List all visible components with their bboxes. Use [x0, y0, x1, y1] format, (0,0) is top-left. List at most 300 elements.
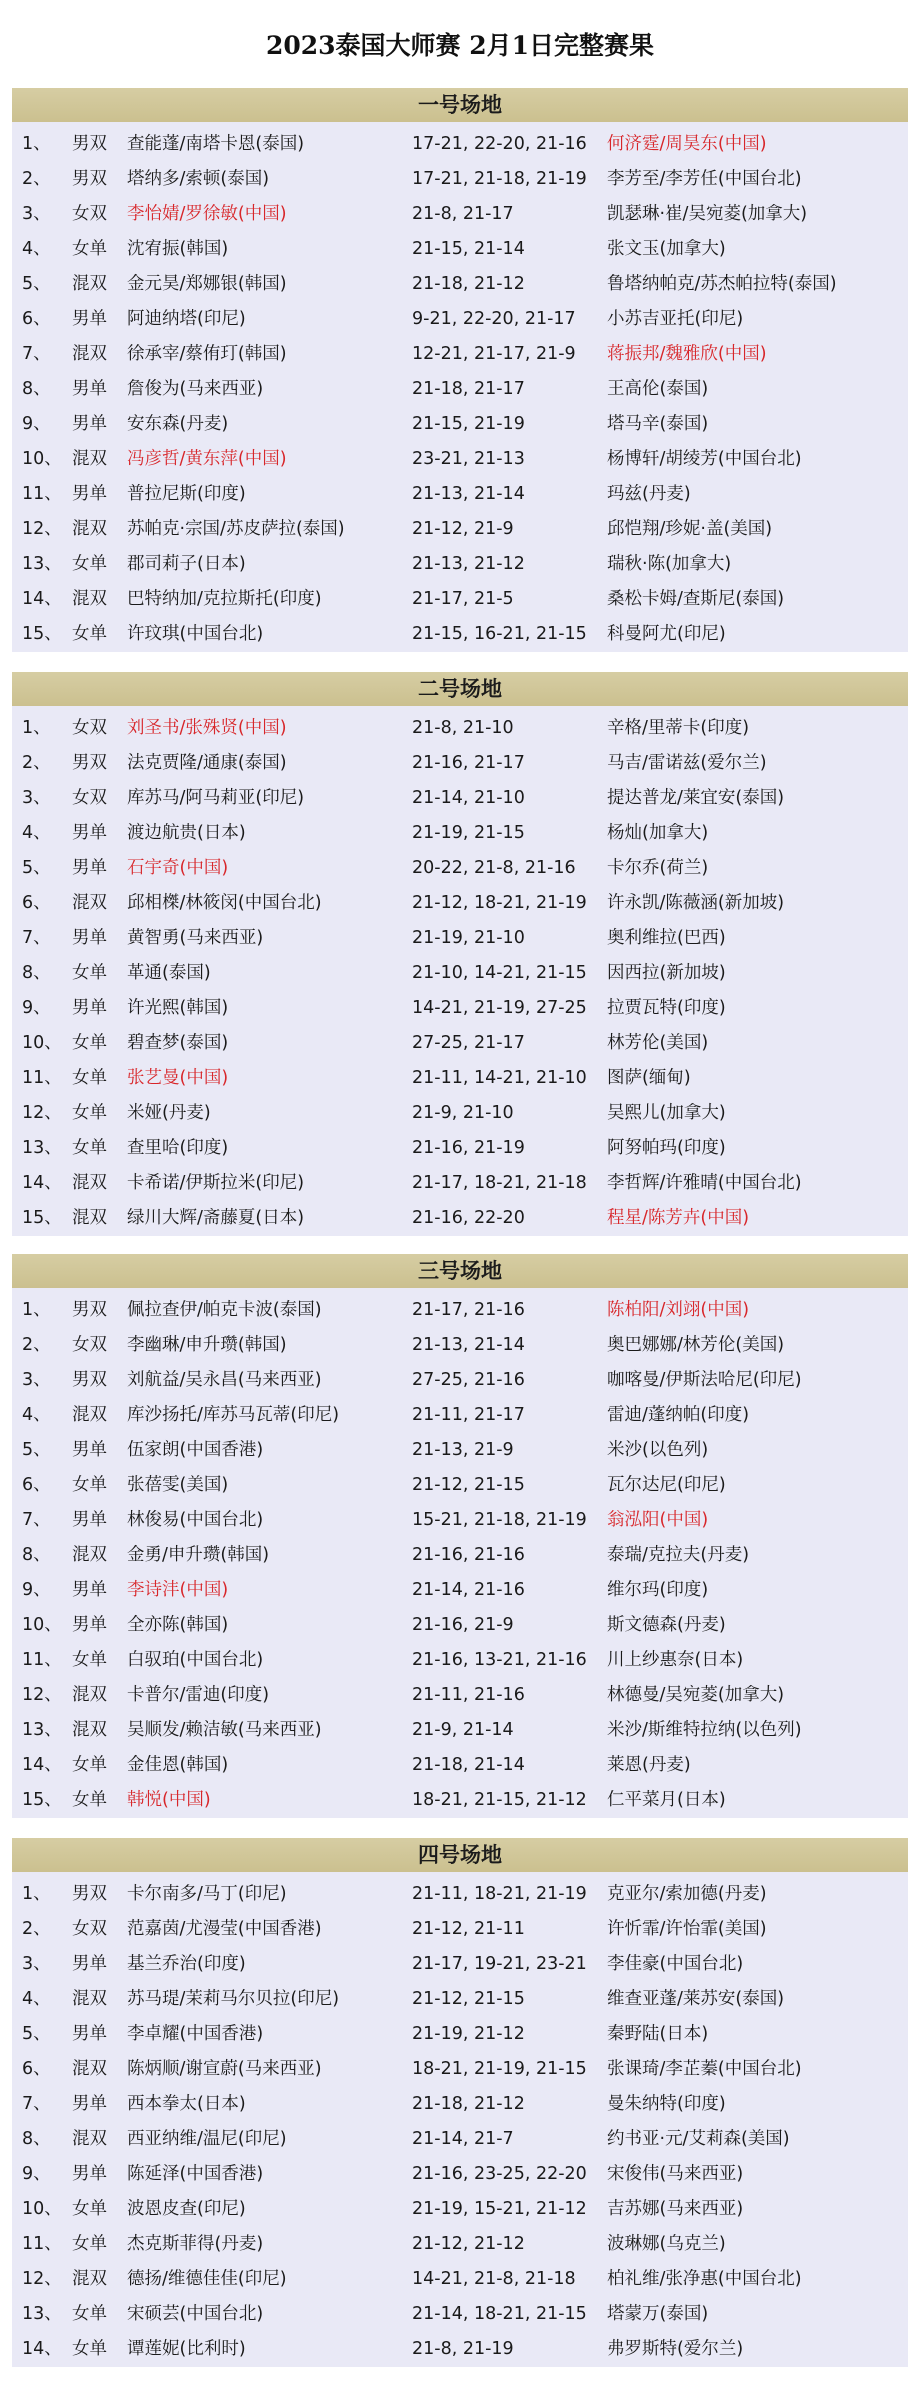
player2-name: 米沙/斯维特拉纳(以色列) — [607, 1720, 802, 1740]
event-type: 男单 — [72, 414, 107, 434]
player1-name: 米娅(丹麦) — [127, 1103, 211, 1123]
match-number: 13、 — [22, 1720, 62, 1740]
match-score: 21-17, 18-21, 21-18 — [412, 1173, 587, 1193]
court-header: 三号场地 — [12, 1254, 908, 1288]
player1-name: 查里哈(印度) — [127, 1138, 229, 1158]
event-type: 女双 — [72, 204, 107, 224]
player2-name: 张文玉(加拿大) — [607, 239, 726, 259]
match-row — [12, 582, 908, 617]
match-score: 21-16, 22-20 — [412, 1208, 525, 1228]
match-score: 21-8, 21-10 — [412, 718, 514, 738]
player1-name: 韩悦(中国) — [127, 1790, 211, 1810]
match-number: 9、 — [22, 1580, 51, 1600]
player1-name: 陈炳顺/谢宣蔚(马来西亚) — [127, 2059, 322, 2079]
event-type: 男双 — [72, 753, 107, 773]
event-type: 男单 — [72, 1580, 107, 1600]
match-score: 21-18, 21-12 — [412, 2094, 525, 2114]
match-score: 21-12, 21-9 — [412, 519, 514, 539]
player2-name: 米沙(以色列) — [607, 1440, 709, 1460]
player2-name: 许忻霏/许怡霏(美国) — [607, 1919, 767, 1939]
player1-name: 许玟琪(中国台北) — [127, 624, 264, 644]
match-number: 13、 — [22, 554, 62, 574]
match-number: 14、 — [22, 1755, 62, 1775]
match-number: 2、 — [22, 753, 51, 773]
match-score: 15-21, 21-18, 21-19 — [412, 1510, 587, 1530]
match-number: 1、 — [22, 134, 51, 154]
match-score: 21-17, 21-16 — [412, 1300, 525, 1320]
match-number: 12、 — [22, 519, 62, 539]
player1-name: 石宇奇(中国) — [127, 858, 229, 878]
match-number: 5、 — [22, 858, 51, 878]
event-type: 男双 — [72, 134, 107, 154]
match-score: 21-18, 21-17 — [412, 379, 525, 399]
player2-name: 程星/陈芳卉(中国) — [607, 1208, 750, 1228]
match-row — [12, 1328, 908, 1363]
event-type: 男单 — [72, 2024, 107, 2044]
match-score: 21-17, 21-5 — [412, 589, 514, 609]
player2-name: 秦野陆(日本) — [607, 2024, 709, 2044]
player2-name: 卡尔乔(荷兰) — [607, 858, 709, 878]
match-score: 21-15, 16-21, 21-15 — [412, 624, 587, 644]
match-row — [12, 1982, 908, 2017]
event-type: 男单 — [72, 928, 107, 948]
player2-name: 拉贾瓦特(印度) — [607, 998, 726, 1018]
match-row — [12, 302, 908, 337]
match-row — [12, 2192, 908, 2227]
player1-name: 李卓耀(中国香港) — [127, 2024, 264, 2044]
match-number: 9、 — [22, 2164, 51, 2184]
player1-name: 李幽琳/申升瓒(韩国) — [127, 1335, 287, 1355]
match-score: 21-19, 15-21, 21-12 — [412, 2199, 587, 2219]
match-number: 7、 — [22, 344, 51, 364]
player1-name: 刘圣书/张殊贤(中国) — [127, 718, 287, 738]
court-section — [12, 1838, 908, 2367]
match-row — [12, 711, 908, 746]
player1-name: 白驭珀(中国台北) — [127, 1650, 264, 1670]
match-score: 21-16, 21-19 — [412, 1138, 525, 1158]
match-score: 18-21, 21-19, 21-15 — [412, 2059, 587, 2079]
match-number: 3、 — [22, 1370, 51, 1390]
match-row — [12, 2017, 908, 2052]
player1-name: 苏马瑅/茉莉马尔贝拉(印尼) — [127, 1989, 340, 2009]
event-type: 男双 — [72, 1300, 107, 1320]
player1-name: 黄智勇(马来西亚) — [127, 928, 264, 948]
match-number: 3、 — [22, 204, 51, 224]
match-score: 21-17, 19-21, 23-21 — [412, 1954, 587, 1974]
match-row — [12, 1293, 908, 1328]
match-row — [12, 1363, 908, 1398]
match-number: 1、 — [22, 718, 51, 738]
match-score: 21-13, 21-12 — [412, 554, 525, 574]
match-row — [12, 956, 908, 991]
page-title: 2023泰国大师赛 2月1日完整赛果 — [265, 31, 655, 60]
player1-name: 陈延泽(中国香港) — [127, 2164, 264, 2184]
match-number: 1、 — [22, 1884, 51, 1904]
match-score: 17-21, 21-18, 21-19 — [412, 169, 587, 189]
match-score: 21-16, 23-25, 22-20 — [412, 2164, 587, 2184]
match-number: 15、 — [22, 1790, 62, 1810]
event-type: 女单 — [72, 2199, 107, 2219]
match-row — [12, 2297, 908, 2332]
match-row — [12, 1947, 908, 1982]
match-number: 13、 — [22, 1138, 62, 1158]
event-type: 混双 — [72, 2129, 107, 2149]
player1-name: 革通(泰国) — [127, 963, 211, 983]
player1-name: 徐承宰/蔡侑玎(韩国) — [127, 344, 287, 364]
event-type: 混双 — [72, 1208, 107, 1228]
event-type: 男单 — [72, 1954, 107, 1974]
match-number: 4、 — [22, 1989, 51, 2009]
player1-name: 许光熙(韩国) — [127, 998, 229, 1018]
player1-name: 詹俊为(马来西亚) — [127, 379, 264, 399]
match-row — [12, 1538, 908, 1573]
match-score: 21-12, 21-15 — [412, 1475, 525, 1495]
player1-name: 宋硕芸(中国台北) — [127, 2304, 264, 2324]
player2-name: 小苏吉亚托(印尼) — [607, 309, 744, 329]
match-list — [12, 706, 908, 1236]
player2-name: 弗罗斯特(爱尔兰) — [607, 2339, 744, 2359]
event-type: 混双 — [72, 1405, 107, 1425]
match-row — [12, 2052, 908, 2087]
match-list — [12, 1872, 908, 2367]
player1-name: 普拉尼斯(印度) — [127, 484, 246, 504]
event-type: 女双 — [72, 1919, 107, 1939]
player1-name: 安东森(丹麦) — [127, 414, 229, 434]
player1-name: 刘航益/吴永昌(马来西亚) — [127, 1370, 322, 1390]
match-number: 6、 — [22, 2059, 51, 2079]
match-row — [12, 851, 908, 886]
player1-name: 冯彦哲/黄东萍(中国) — [127, 449, 287, 469]
match-score: 9-21, 22-20, 21-17 — [412, 309, 576, 329]
match-number: 10、 — [22, 1615, 62, 1635]
player1-name: 卡希诺/伊斯拉米(印尼) — [127, 1173, 305, 1193]
match-number: 11、 — [22, 2234, 62, 2254]
player1-name: 郡司莉子(日本) — [127, 554, 246, 574]
player2-name: 林德曼/吴宛菱(加拿大) — [607, 1685, 785, 1705]
match-row — [12, 1468, 908, 1503]
event-type: 混双 — [72, 2059, 107, 2079]
match-number: 5、 — [22, 274, 51, 294]
player1-name: 佩拉查伊/帕克卡波(泰国) — [127, 1300, 322, 1320]
event-type: 混双 — [72, 1545, 107, 1565]
match-number: 3、 — [22, 1954, 51, 1974]
match-number: 15、 — [22, 1208, 62, 1228]
event-type: 混双 — [72, 1720, 107, 1740]
match-number: 2、 — [22, 1919, 51, 1939]
event-type: 混双 — [72, 2269, 107, 2289]
player1-name: 范嘉茵/尤漫莹(中国香港) — [127, 1919, 322, 1939]
match-number: 8、 — [22, 1545, 51, 1565]
event-type: 女单 — [72, 1033, 107, 1053]
player1-name: 张艺曼(中国) — [127, 1068, 229, 1088]
match-score: 23-21, 21-13 — [412, 449, 525, 469]
event-type: 女单 — [72, 1138, 107, 1158]
player2-name: 许永凯/陈薇涵(新加坡) — [607, 893, 785, 913]
player1-name: 邱相榤/林筱闵(中国台北) — [127, 893, 322, 913]
match-score: 21-11, 21-17 — [412, 1405, 525, 1425]
player2-name: 奥巴娜娜/林芳伦(美国) — [607, 1335, 785, 1355]
player1-name: 塔纳多/索顿(泰国) — [127, 169, 270, 189]
match-score: 21-9, 21-10 — [412, 1103, 514, 1123]
event-type: 男单 — [72, 823, 107, 843]
player2-name: 瓦尔达尼(印尼) — [607, 1475, 726, 1495]
match-score: 14-21, 21-19, 27-25 — [412, 998, 587, 1018]
player2-name: 吴熙儿(加拿大) — [607, 1103, 726, 1123]
match-row — [12, 2332, 908, 2367]
event-type: 女单 — [72, 1755, 107, 1775]
match-row — [12, 2157, 908, 2192]
player1-name: 李诗沣(中国) — [127, 1580, 229, 1600]
event-type: 混双 — [72, 893, 107, 913]
event-type: 女单 — [72, 554, 107, 574]
event-type: 女单 — [72, 963, 107, 983]
player1-name: 谭莲妮(比利时) — [127, 2339, 246, 2359]
player1-name: 西本拳太(日本) — [127, 2094, 246, 2114]
player1-name: 金勇/申升瓒(韩国) — [127, 1545, 270, 1565]
match-number: 8、 — [22, 2129, 51, 2149]
match-score: 21-9, 21-14 — [412, 1720, 514, 1740]
match-score: 14-21, 21-8, 21-18 — [412, 2269, 576, 2289]
player1-name: 德扬/维德佳佳(印尼) — [127, 2269, 287, 2289]
player2-name: 塔马辛(泰国) — [607, 414, 709, 434]
match-score: 20-22, 21-8, 21-16 — [412, 858, 576, 878]
event-type: 混双 — [72, 449, 107, 469]
match-score: 21-14, 21-16 — [412, 1580, 525, 1600]
match-score: 21-18, 21-14 — [412, 1755, 525, 1775]
match-score: 21-8, 21-19 — [412, 2339, 514, 2359]
match-score: 21-12, 21-15 — [412, 1989, 525, 2009]
match-number: 6、 — [22, 893, 51, 913]
player1-name: 波恩皮查(印尼) — [127, 2199, 246, 2219]
player1-name: 金佳恩(韩国) — [127, 1755, 229, 1775]
event-type: 女单 — [72, 1475, 107, 1495]
player2-name: 泰瑞/克拉夫(丹麦) — [607, 1545, 750, 1565]
match-number: 3、 — [22, 788, 51, 808]
match-number: 15、 — [22, 624, 62, 644]
match-score: 21-11, 21-16 — [412, 1685, 525, 1705]
event-type: 男单 — [72, 2164, 107, 2184]
match-row — [12, 162, 908, 197]
player1-name: 巴特纳加/克拉斯托(印度) — [127, 589, 322, 609]
event-type: 女单 — [72, 624, 107, 644]
match-score: 21-11, 14-21, 21-10 — [412, 1068, 587, 1088]
match-number: 14、 — [22, 1173, 62, 1193]
match-row — [12, 267, 908, 302]
player2-name: 玛兹(丹麦) — [607, 484, 691, 504]
match-score: 21-15, 21-14 — [412, 239, 525, 259]
player2-name: 王高伦(泰国) — [607, 379, 709, 399]
event-type: 混双 — [72, 1685, 107, 1705]
player2-name: 邱恺翔/珍妮·盖(美国) — [607, 519, 773, 539]
match-number: 6、 — [22, 309, 51, 329]
player1-name: 苏帕克·宗国/苏皮萨拉(泰国) — [127, 519, 345, 539]
player1-name: 法克贾隆/通康(泰国) — [127, 753, 287, 773]
match-number: 7、 — [22, 2094, 51, 2114]
match-row — [12, 1713, 908, 1748]
match-score: 12-21, 21-17, 21-9 — [412, 344, 576, 364]
match-score: 18-21, 21-15, 21-12 — [412, 1790, 587, 1810]
player2-name: 陈柏阳/刘翊(中国) — [607, 1300, 750, 1320]
player2-name: 李芳至/李芳任(中国台北) — [607, 169, 802, 189]
match-row — [12, 781, 908, 816]
match-number: 4、 — [22, 1405, 51, 1425]
player2-name: 仁平菜月(日本) — [607, 1790, 726, 1810]
match-number: 11、 — [22, 1068, 62, 1088]
event-type: 混双 — [72, 1173, 107, 1193]
match-row — [12, 1503, 908, 1538]
match-number: 10、 — [22, 449, 62, 469]
match-number: 12、 — [22, 1685, 62, 1705]
player2-name: 雷迪/蓬纳帕(印度) — [607, 1405, 750, 1425]
match-score: 21-12, 21-12 — [412, 2234, 525, 2254]
player2-name: 克亚尔/索加德(丹麦) — [607, 1884, 767, 1904]
event-type: 混双 — [72, 344, 107, 364]
player1-name: 查能蓬/南塔卡恩(泰国) — [127, 134, 305, 154]
match-number: 1、 — [22, 1300, 51, 1320]
player2-name: 林芳伦(美国) — [607, 1033, 709, 1053]
match-number: 4、 — [22, 239, 51, 259]
match-number: 13、 — [22, 2304, 62, 2324]
match-score: 21-15, 21-19 — [412, 414, 525, 434]
match-number: 12、 — [22, 1103, 62, 1123]
match-score: 21-8, 21-17 — [412, 204, 514, 224]
match-score: 17-21, 22-20, 21-16 — [412, 134, 587, 154]
court-section — [12, 1254, 908, 1818]
player1-name: 张蓓雯(美国) — [127, 1475, 229, 1495]
match-row — [12, 1026, 908, 1061]
match-number: 4、 — [22, 823, 51, 843]
event-type: 女单 — [72, 1650, 107, 1670]
player1-name: 绿川大辉/斋藤夏(日本) — [127, 1208, 305, 1228]
player1-name: 卡尔南多/马丁(印尼) — [127, 1884, 287, 1904]
match-score: 21-12, 21-11 — [412, 1919, 525, 1939]
match-number: 7、 — [22, 1510, 51, 1530]
event-type: 男单 — [72, 1440, 107, 1460]
player1-name: 林俊易(中国台北) — [127, 1510, 264, 1530]
match-row — [12, 2227, 908, 2262]
event-type: 女单 — [72, 2339, 107, 2359]
event-type: 男单 — [72, 379, 107, 399]
court-section — [12, 672, 908, 1236]
match-score: 21-19, 21-12 — [412, 2024, 525, 2044]
player2-name: 曼朱纳特(印度) — [607, 2094, 726, 2114]
player2-name: 杨灿(加拿大) — [607, 823, 709, 843]
event-type: 男双 — [72, 169, 107, 189]
event-type: 男单 — [72, 309, 107, 329]
match-row — [12, 1573, 908, 1608]
event-type: 女单 — [72, 1790, 107, 1810]
match-number: 10、 — [22, 1033, 62, 1053]
match-row — [12, 477, 908, 512]
event-type: 女单 — [72, 2234, 107, 2254]
match-score: 21-16, 21-16 — [412, 1545, 525, 1565]
player2-name: 约书亚·元/艾莉森(美国) — [607, 2129, 790, 2149]
match-row — [12, 1678, 908, 1713]
match-row — [12, 1131, 908, 1166]
event-type: 混双 — [72, 589, 107, 609]
player2-name: 图萨(缅甸) — [607, 1068, 691, 1088]
match-score: 21-16, 21-17 — [412, 753, 525, 773]
match-row — [12, 1748, 908, 1783]
player1-name: 碧查梦(泰国) — [127, 1033, 229, 1053]
player2-name: 瑞秋·陈(加拿大) — [607, 554, 732, 574]
match-number: 14、 — [22, 589, 62, 609]
court-header: 二号场地 — [12, 672, 908, 706]
match-row — [12, 127, 908, 162]
match-row — [12, 1433, 908, 1468]
court-section — [12, 88, 908, 652]
match-row — [12, 746, 908, 781]
match-number: 14、 — [22, 2339, 62, 2359]
match-score: 21-11, 18-21, 21-19 — [412, 1884, 587, 1904]
player2-name: 斯文德森(丹麦) — [607, 1615, 726, 1635]
player1-name: 全亦陈(韩国) — [127, 1615, 229, 1635]
match-row — [12, 372, 908, 407]
match-row — [12, 617, 908, 652]
player2-name: 科曼阿尤(印尼) — [607, 624, 726, 644]
player2-name: 咖喀曼/伊斯法哈尼(印尼) — [607, 1370, 802, 1390]
event-type: 混双 — [72, 274, 107, 294]
event-type: 男双 — [72, 1884, 107, 1904]
player2-name: 吉苏娜(马来西亚) — [607, 2199, 744, 2219]
player1-name: 阿迪纳塔(印尼) — [127, 309, 246, 329]
match-number: 5、 — [22, 2024, 51, 2044]
match-number: 8、 — [22, 379, 51, 399]
event-type: 女单 — [72, 1068, 107, 1088]
match-score: 21-10, 14-21, 21-15 — [412, 963, 587, 983]
player1-name: 李怡婧/罗徐敏(中国) — [127, 204, 287, 224]
player2-name: 塔蒙万(泰国) — [607, 2304, 709, 2324]
match-row — [12, 442, 908, 477]
player2-name: 奥利维拉(巴西) — [607, 928, 726, 948]
match-row — [12, 1783, 908, 1818]
match-row — [12, 1877, 908, 1912]
event-type: 女单 — [72, 2304, 107, 2324]
match-number: 12、 — [22, 2269, 62, 2289]
match-row — [12, 991, 908, 1026]
match-score: 21-18, 21-12 — [412, 274, 525, 294]
match-number: 5、 — [22, 1440, 51, 1460]
player2-name: 何济霆/周昊东(中国) — [607, 134, 767, 154]
player1-name: 金元昊/郑娜银(韩国) — [127, 274, 287, 294]
player2-name: 马吉/雷诺兹(爱尔兰) — [607, 753, 767, 773]
match-row — [12, 1912, 908, 1947]
match-number: 7、 — [22, 928, 51, 948]
player2-name: 莱恩(丹麦) — [607, 1755, 691, 1775]
player2-name: 辛格/里蒂卡(印度) — [607, 718, 750, 738]
match-score: 27-25, 21-16 — [412, 1370, 525, 1390]
court-header: 四号场地 — [12, 1838, 908, 1872]
match-score: 21-13, 21-14 — [412, 1335, 525, 1355]
event-type: 女双 — [72, 718, 107, 738]
match-score: 27-25, 21-17 — [412, 1033, 525, 1053]
event-type: 混双 — [72, 1989, 107, 2009]
match-row — [12, 1643, 908, 1678]
event-type: 女单 — [72, 239, 107, 259]
match-row — [12, 1608, 908, 1643]
event-type: 女双 — [72, 788, 107, 808]
match-row — [12, 1398, 908, 1433]
player2-name: 柏礼维/张净惠(中国台北) — [607, 2269, 802, 2289]
player2-name: 杨博轩/胡绫芳(中国台北) — [607, 449, 802, 469]
match-row — [12, 1096, 908, 1131]
player2-name: 维尔玛(印度) — [607, 1580, 709, 1600]
match-number: 9、 — [22, 998, 51, 1018]
match-row — [12, 407, 908, 442]
court-header: 一号场地 — [12, 88, 908, 122]
match-row — [12, 886, 908, 921]
match-number: 11、 — [22, 484, 62, 504]
